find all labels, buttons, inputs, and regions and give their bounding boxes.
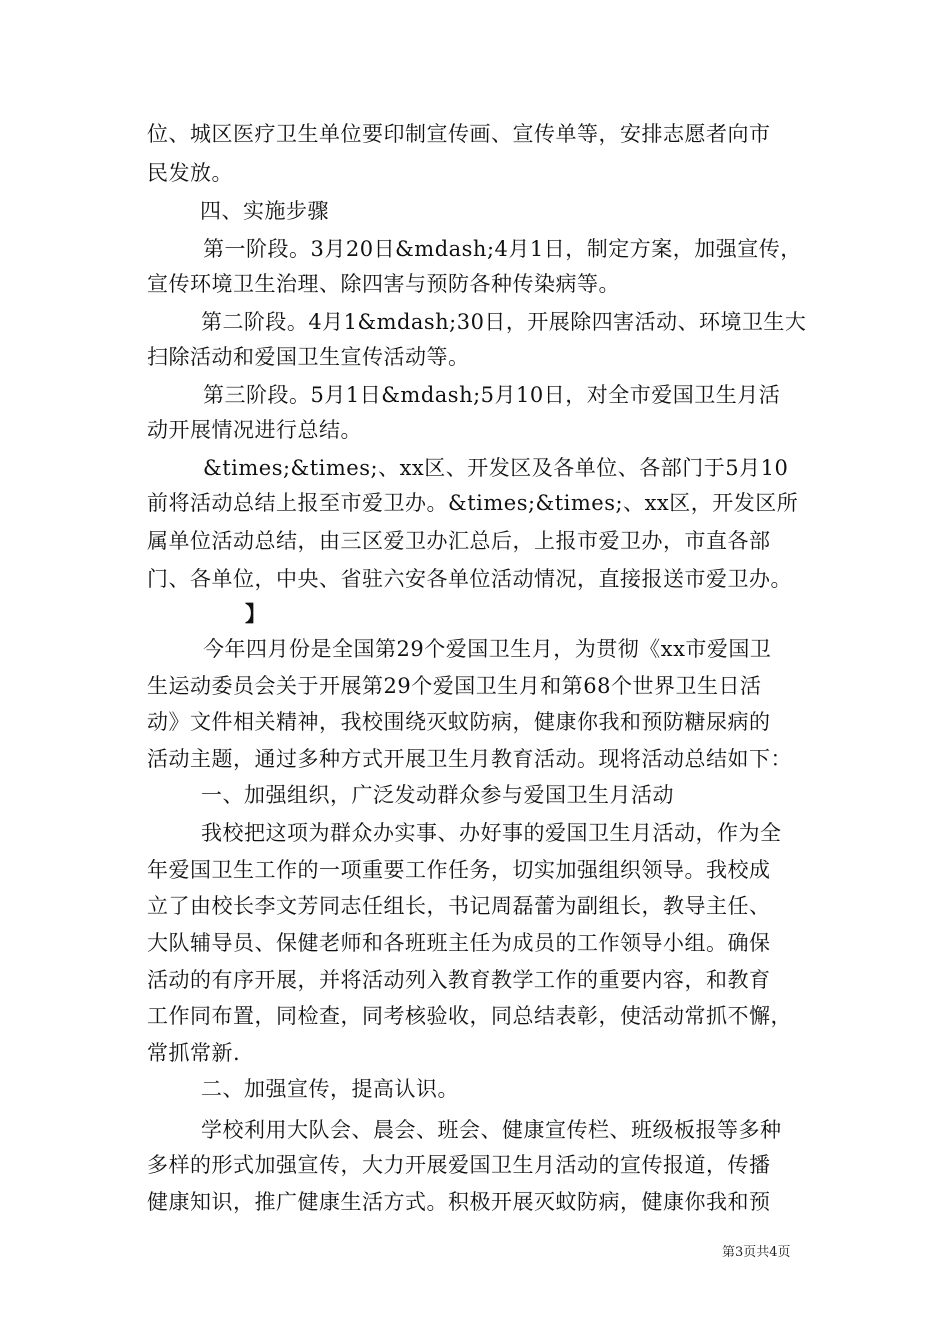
text-line: 年爱国卫生工作的一项重要工作任务，切实加强组织领导。我校成: [147, 858, 771, 882]
text-line: 工作同布置，同检查，同考核验收，同总结表彰，使活动常抓不懈，: [147, 1004, 792, 1028]
section-heading: 二、加强宣传，提高认识。: [201, 1077, 459, 1101]
text-line: 扫除活动和爱国卫生宣传活动等。: [147, 345, 470, 369]
page-number: 第3页共4页: [722, 1245, 791, 1260]
text-line: 动开展情况进行总结。: [147, 418, 362, 442]
text-line: 第二阶段。4月1&mdash;30日，开展除四害活动、环境卫生大: [201, 310, 807, 334]
text-line: 第一阶段。3月20日&mdash;4月1日，制定方案，加强宣传，: [203, 237, 802, 261]
text-line: 动》文件相关精神，我校围绕灭蚊防病，健康你我和预防糖尿病的: [147, 710, 771, 734]
text-line: 大队辅导员、保健老师和各班班主任为成员的工作领导小组。确保: [147, 931, 771, 955]
text-line: 活动主题，通过多种方式开展卫生月教育活动。现将活动总结如下：: [147, 747, 792, 771]
text-line: 位、城区医疗卫生单位要印制宣传画、宣传单等，安排志愿者向市: [147, 122, 771, 146]
text-line: 今年四月份是全国第29个爱国卫生月，为贯彻《xx市爱国卫: [203, 637, 772, 661]
text-line: 门、各单位，中央、省驻六安各单位活动情况，直接报送市爱卫办。: [147, 567, 792, 591]
section-heading: 一、加强组织，广泛发动群众参与爱国卫生月活动: [201, 783, 674, 807]
text-line: 生运动委员会关于开展第29个爱国卫生月和第68个世界卫生日活: [147, 674, 762, 698]
text-line: 常抓常新.: [147, 1041, 241, 1065]
text-line: 立了由校长李文芳同志任组长，书记周磊蕾为副组长，教导主任、: [147, 894, 771, 918]
text-line: 学校利用大队会、晨会、班会、健康宣传栏、班级板报等多种: [201, 1118, 782, 1142]
text-line: &times;&times;、xx区、开发区及各单位、各部门于5月10: [203, 456, 789, 480]
text-line: 属单位活动总结，由三区爱卫办汇总后，上报市爱卫办，市直各部: [147, 529, 771, 553]
text-line: 民发放。: [147, 161, 233, 185]
section-heading: 四、实施步骤: [200, 199, 329, 223]
text-line: 宣传环境卫生治理、除四害与预防各种传染病等。: [147, 272, 620, 296]
text-line: 多样的形式加强宣传，大力开展爱国卫生月活动的宣传报道，传播: [147, 1153, 771, 1177]
text-line: 健康知识，推广健康生活方式。积极开展灭蚊防病，健康你我和预: [147, 1190, 771, 1214]
text-line: 前将活动总结上报至市爱卫办。&times;&times;、xx区，开发区所: [147, 491, 799, 515]
text-line: 活动的有序开展，并将活动列入教育教学工作的重要内容，和教育: [147, 968, 771, 992]
text-line: 我校把这项为群众办实事、办好事的爱国卫生月活动，作为全: [201, 821, 782, 845]
bracket-mark: 】: [245, 601, 267, 626]
text-line: 第三阶段。5月1日&mdash;5月10日，对全市爱国卫生月活: [203, 383, 781, 407]
